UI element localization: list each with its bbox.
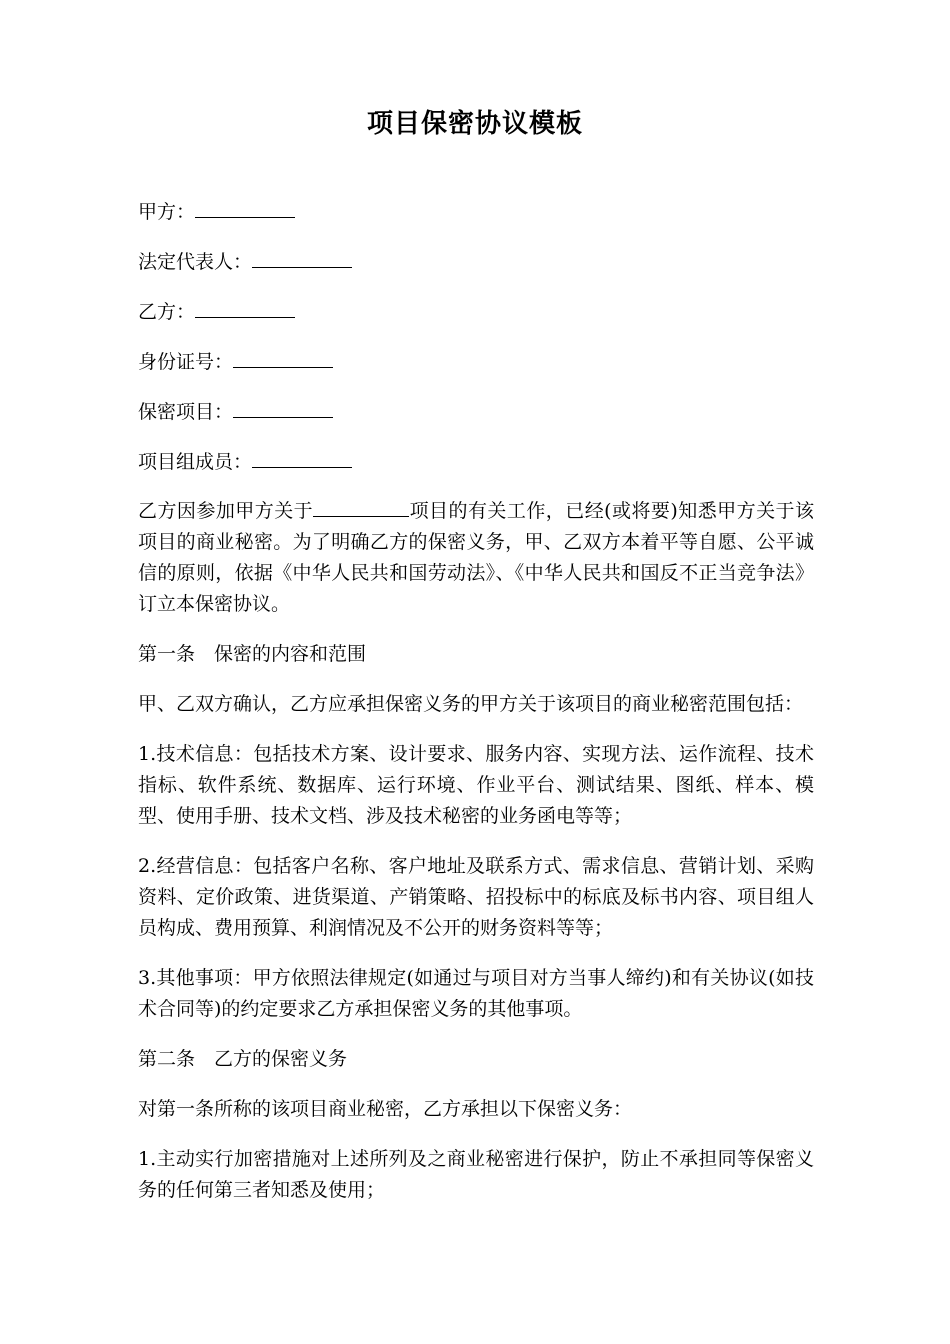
field-label: 甲方： — [138, 201, 196, 223]
confidential-project-field — [138, 396, 814, 428]
party-b-field — [138, 296, 814, 328]
party-a-field — [138, 196, 814, 228]
fill-in-blank — [233, 397, 333, 418]
fill-in-blank — [195, 197, 295, 218]
article-2-item-1: 1.主动实行加密措施对上述所列及之商业秘密进行保护，防止不承担同等保密义务的任何第三者知悉及使用； — [138, 1148, 814, 1201]
intro-paragraph — [138, 496, 814, 620]
field-label: 保密项目： — [138, 401, 234, 423]
article-1-item-1: 1.技术信息：包括技术方案、设计要求、服务内容、实现方法、运作流程、技术指标、软件系统、数据库、运行环境、作业平台、测试结果、图纸、样本、模型、使用手册、技术文档、涉及技术秘密的业务函电等等； — [138, 743, 814, 827]
article-1-item-2: 2.经营信息：包括客户名称、客户地址及联系方式、需求信息、营销计划、采购资料、定价政策、进货渠道、产销策略、招投标中的标底及标书内容、项目组人员构成、费用预算、利润情况及不公开的财务资料等等； — [138, 855, 814, 939]
legal-representative-field — [138, 246, 814, 278]
project-members-field — [138, 446, 814, 478]
intro-text-before: 乙方因参加甲方关于 — [138, 500, 314, 522]
intro-text-after: 项目的有关工作，已经(或将要)知悉甲方关于该项目的商业秘密。为了明确乙方的保密义务，甲、乙双方本着平等自愿、公平诚信的原则，依据《中华人民共和国劳动法》、《中华人民共和国反不正当竞争法》订立本保密协议。 — [138, 500, 814, 615]
field-label: 身份证号： — [138, 351, 234, 373]
id-number-field — [138, 346, 814, 378]
fill-in-blank — [195, 297, 295, 318]
fill-in-blank — [252, 247, 352, 268]
field-label: 法定代表人： — [138, 251, 253, 273]
article-1-heading: 第一条 保密的内容和范围 — [138, 643, 367, 665]
article-1-item-3: 3.其他事项：甲方依照法律规定(如通过与项目对方当事人缔约)和有关协议(如技术合同等)的约定要求乙方承担保密义务的其他事项。 — [138, 967, 814, 1020]
field-label: 乙方： — [138, 301, 196, 323]
fill-in-blank — [313, 496, 409, 517]
article-2-heading: 第二条 乙方的保密义务 — [138, 1048, 348, 1070]
fill-in-blank — [252, 447, 352, 468]
fill-in-blank — [233, 347, 333, 368]
article-1-lead: 甲、乙双方确认，乙方应承担保密义务的甲方关于该项目的商业秘密范围包括： — [138, 693, 804, 715]
document-title: 项目保密协议模板 — [366, 109, 583, 139]
field-label: 项目组成员： — [138, 451, 253, 473]
article-2-lead: 对第一条所称的该项目商业秘密，乙方承担以下保密义务： — [138, 1098, 633, 1120]
document-body — [138, 196, 814, 1225]
